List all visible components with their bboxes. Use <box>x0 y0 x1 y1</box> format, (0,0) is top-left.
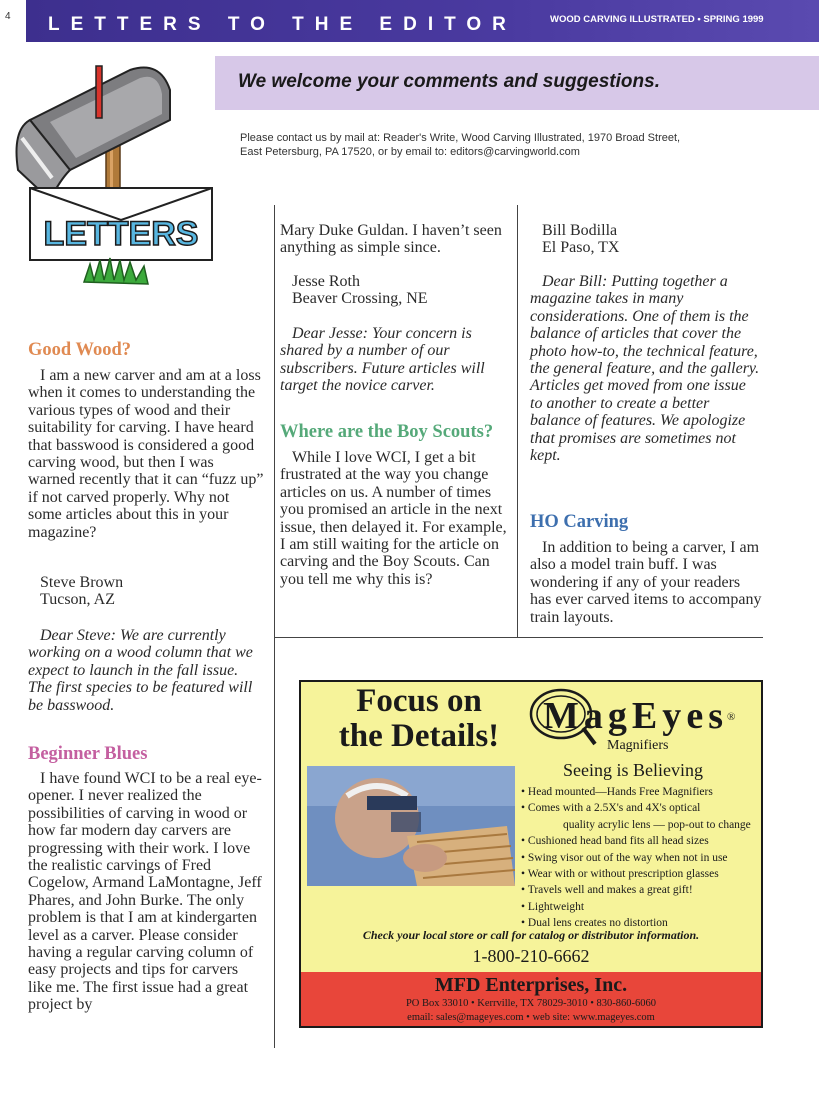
reply-bill: Dear Bill: Putting together a magazine takes in many considerations. One of them is the balance of articles that cover the photo how-to, the technical feature, the general feature, and the gallery. Articles get moved from one issue to another to create a better balance of features. We apologize that promises are sometimes not kept. <box>530 273 760 465</box>
reply-jesse: Dear Jesse: Your concern is shared by a number of our subscribers. Future articles will target the novice carver. <box>280 325 485 395</box>
signature-name: Steve Brown <box>40 574 124 591</box>
letter-good-wood: I am a new carver and am at a loss when it comes to understanding the various types of wood and their suitability for carving. I have heard that basswood is considered a good carving wood, but then I was warned recently that it can “fuzz up” if not carved properly. Why not some articles about this in your magazine? <box>28 367 264 541</box>
mailbox-icon <box>10 60 220 300</box>
column-rule-2 <box>517 205 518 637</box>
ad-feature-item: • Head mounted—Hands Free Magnifiers <box>521 786 713 798</box>
heading-good-wood: Good Wood? <box>28 340 131 360</box>
ad-brand: MagEyes <box>543 695 723 737</box>
ad-company: MFD Enterprises, Inc. <box>434 974 628 996</box>
heading-ho-carving: HO Carving <box>530 512 629 532</box>
column-bottom-rule <box>274 637 763 638</box>
welcome-headline: We welcome your comments and suggestions. <box>238 71 660 92</box>
mageyes-advertisement <box>299 680 763 1028</box>
signature-name: Bill Bodilla <box>542 222 618 239</box>
ad-contact: email: sales@mageyes.com • web site: www.mageyes.com <box>407 1012 655 1023</box>
section-title: LETTERS TO THE EDITOR <box>48 14 517 35</box>
ad-feature-item: • Swing visor out of the way when not in use <box>521 851 728 864</box>
column-rule-1 <box>274 205 275 1048</box>
ad-address: PO Box 33010 • Kerrville, TX 78029-3010 • 830-860-6060 <box>405 998 657 1009</box>
ad-footer <box>301 972 761 1026</box>
ad-check-line: Check your local store or call for catalog or distributor information. <box>362 928 700 942</box>
ad-feature-item: • Travels well and makes a great gift! <box>521 884 693 897</box>
letter-ho-carving: In addition to being a carver, I am also a model train buff. I was wondering if any of your readers has ever carved items to accompany train layouts. <box>530 539 762 626</box>
ad-headline-line1: Focus on <box>356 683 482 719</box>
ad-tagline: Seeing is Believing <box>563 760 703 780</box>
carver-photo <box>307 766 515 886</box>
signature-name: Jesse Roth <box>292 273 360 290</box>
contact-info: Please contact us by mail at: Reader's Write, Wood Carving Illustrated, 1970 Broad Street, East Petersburg, PA 17520, or by email to: editors@carvingworld.com <box>240 132 681 158</box>
ad-feature-item: • Comes with a 2.5X's and 4X's optical quality acrylic lens — pop-out to change <box>521 802 751 831</box>
signature-bill-bodilla <box>530 222 762 257</box>
page-number: 4 <box>5 11 11 22</box>
signature-jesse-roth <box>280 273 508 308</box>
letter-boy-scouts: While I love WCI, I get a bit frustrated at the way you change articles on us. A number of times you promised an article in the next issue, then delayed it. For example, I am still waiting for the article on carving and the Boy Scouts. Can you tell me why this is? <box>280 449 507 588</box>
ad-headline-line2: the Details! <box>338 718 500 754</box>
ad-feature-item: • Dual lens creates no distortion <box>521 917 668 930</box>
signature-place: Beaver Crossing, NE <box>292 290 428 308</box>
letter-beginner-blues-part1: I have found WCI to be a real eye-opener. I never realized the possibilities of carving in wood or how far modern day carvers are progressing with their work. I love the realistic carvings of Fred Cogelow, Armand LaMontagne, Jeff Phares, and John Burke. The only problem is that I am at kindergarten level as a carver. Please consider having a regular carving column of easy projects and tips for carvers like me. The first issue had a great project by <box>28 770 262 1014</box>
ad-feature-item: • Lightweight <box>521 900 585 913</box>
ad-headline <box>319 684 519 754</box>
letters-label: LETTERS <box>43 215 199 253</box>
issue-label: WOOD CARVING ILLUSTRATED • SPRING 1999 <box>550 14 764 25</box>
letter-beginner-blues-part2: Mary Duke Guldan. I haven’t seen anything as simple since. <box>280 222 502 257</box>
signature-place: Tucson, AZ <box>40 591 115 609</box>
ad-features-list <box>519 784 763 932</box>
reply-steve: Dear Steve: We are currently working on a wood column that we expect to launch in the fall issue. The first species to be featured will be basswood. <box>28 627 253 714</box>
ad-feature-item: • Cushioned head band fits all head sizes <box>521 835 709 848</box>
ad-phone: 1-800-210-6662 <box>472 946 590 966</box>
signature-steve-brown <box>28 574 264 609</box>
signature-place: El Paso, TX <box>542 239 620 257</box>
ad-feature-item: • Wear with or without prescription glasses <box>521 868 719 881</box>
ad-brand-mark: ® <box>727 711 736 723</box>
heading-boy-scouts: Where are the Boy Scouts? <box>280 422 494 442</box>
heading-beginner-blues: Beginner Blues <box>28 744 148 764</box>
ad-brand-sub: Magnifiers <box>607 738 669 753</box>
